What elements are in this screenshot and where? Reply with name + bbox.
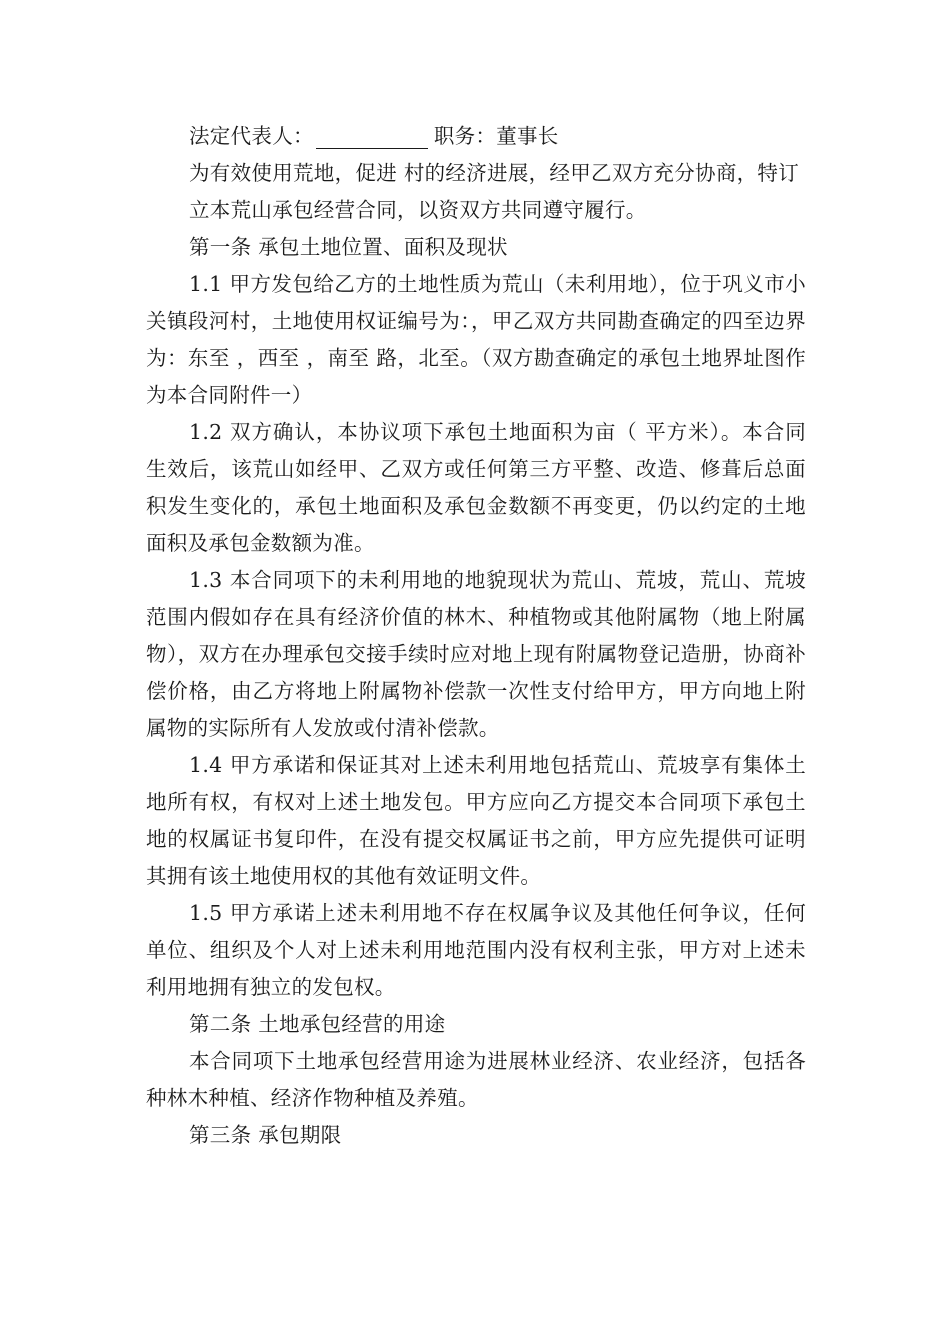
intro-paragraph-1: 为有效使用荒地，促进 村的经济进展，经甲乙双方充分协商，特订 bbox=[189, 161, 800, 185]
article-2-body: 本合同项下土地承包经营用途为进展林业经济、农业经济，包括各种林木种植、经济作物种植及养殖。 bbox=[146, 1049, 806, 1110]
article-3-title: 第三条 承包期限 bbox=[189, 1123, 342, 1147]
clause-1-3: 1.3 本合同项下的未利用地的地貌现状为荒山、荒坡，荒山、荒坡范围内假如存在具有经济价值的林木、种植物或其他附属物（地上附属物），双方在办理承包交接手续时应对地上现有附属物登记造册，协商补偿价格，由乙方将地上附属物补偿款一次性支付给甲方，甲方向地上附属物的实际所有人发放或付清补偿款。 bbox=[146, 568, 806, 740]
clause-1-1: 1.1 甲方发包给乙方的土地性质为荒山（未利用地），位于巩义市小关镇段河村，土地使用权证编号为：，甲乙双方共同勘查确定的四至边界为：东至 ，西至 ，南至 路，北至。（双方勘查确定的承包土地界址图作为本合同附件一） bbox=[146, 272, 806, 407]
clause-1-2: 1.2 双方确认，本协议项下承包土地面积为亩（ 平方米）。本合同生效后，该荒山如经甲、乙双方或任何第三方平整、改造、修葺后总面积发生变化的，承包土地面积及承包金数额不再变更，仍以约定的土地面积及承包金数额为准。 bbox=[146, 420, 806, 555]
document-page bbox=[146, 118, 806, 1154]
article-2-title: 第二条 土地承包经营的用途 bbox=[189, 1012, 446, 1036]
intro-paragraph-2: 立本荒山承包经营合同，以资双方共同遵守履行。 bbox=[189, 198, 647, 222]
clause-1-5: 1.5 甲方承诺上述未利用地不存在权属争议及其他任何争议，任何单位、组织及个人对上述未利用地范围内没有权利主张，甲方对上述未利用地拥有独立的发包权。 bbox=[146, 901, 806, 999]
legal-representative-label: 法定代表人： bbox=[189, 124, 314, 148]
signature-blank bbox=[316, 126, 428, 149]
article-1-title: 第一条 承包土地位置、面积及现状 bbox=[189, 235, 508, 259]
clause-1-4: 1.4 甲方承诺和保证其对上述未利用地包括荒山、荒坡享有集体土地所有权，有权对上述土地发包。甲方应向乙方提交本合同项下承包土地的权属证书复印件，在没有提交权属证书之前，甲方应先提供可证明其拥有该土地使用权的其他有效证明文件。 bbox=[146, 753, 806, 888]
position-label: 职务：董事长 bbox=[433, 124, 559, 148]
signature-line bbox=[146, 118, 806, 155]
